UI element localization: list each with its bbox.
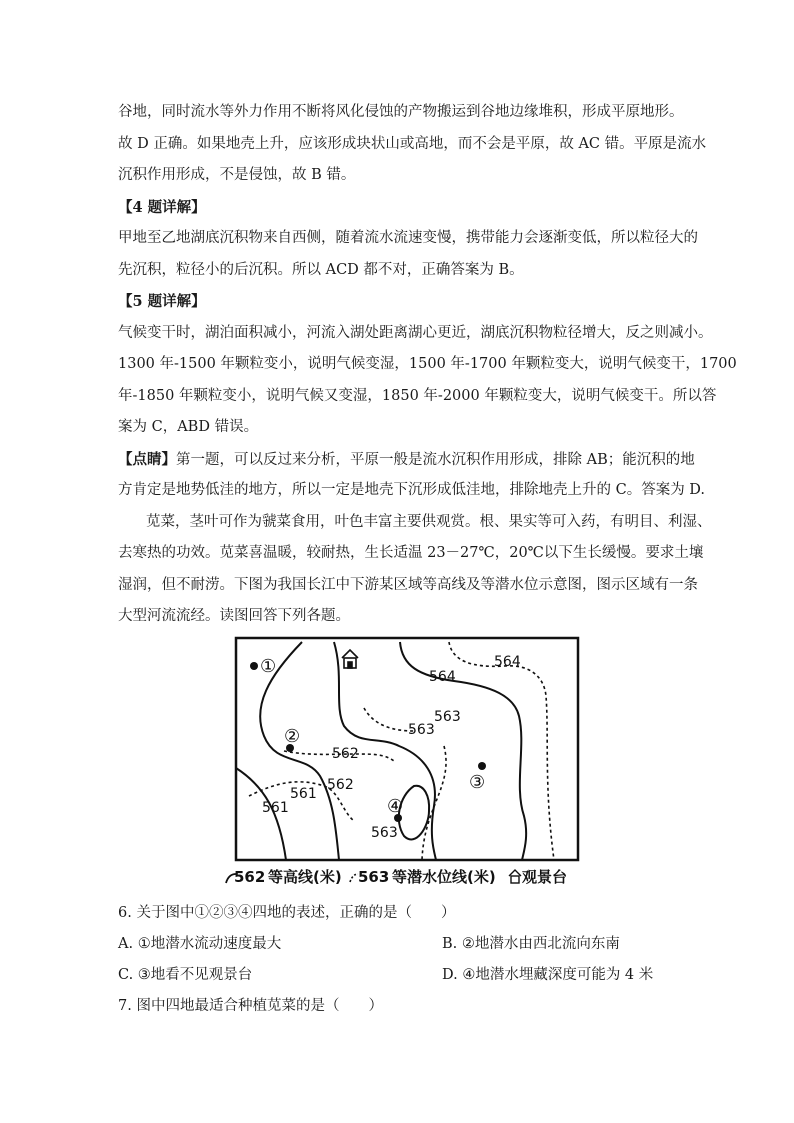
- text-line: 1300 年-1500 年颗粒变小，说明气候变湿，1500 年-1700 年颗粒变大，说明气候变干，1700: [118, 356, 737, 372]
- text-line: 湿润，但不耐涝。下图为我国长江中下游某区域等高线及等潜水位示意图，图示区域有一条: [118, 577, 698, 593]
- contour-map: [224, 636, 594, 888]
- text-line: 大型河流流经。读图回答下列各题。: [118, 608, 350, 624]
- section-heading-4: 【4 题详解】: [118, 199, 206, 216]
- contour-label: 563: [408, 722, 435, 738]
- tip-heading: 【点睛】: [118, 451, 176, 468]
- legend-contour-text: 等高线(米): [268, 868, 342, 886]
- text-line: [118, 444, 695, 477]
- contour-label: 564: [429, 669, 456, 685]
- question-6-option-c: C. ③地看不见观景台: [118, 967, 253, 983]
- tip-text: 第一题，可以反过来分析，平原一般是流水沉积作用形成，排除 AB；能沉积的地: [176, 452, 695, 468]
- text-line: 年-1850 年颗粒变小，说明气候又变湿，1850 年-2000 年颗粒变大，说明气候变干。所以答: [118, 388, 717, 404]
- question-6-option-b: B. ②地潜水由西北流向东南: [442, 936, 620, 952]
- question-6-option-d: D. ④地潜水埋藏深度可能为 4 米: [442, 967, 654, 983]
- text-line: 案为 C，ABD 错误。: [118, 419, 259, 435]
- text-line: 谷地，同时流水等外力作用不断将风化侵蚀的产物搬运到谷地边缘堆积，形成平原地形。: [118, 104, 684, 120]
- contour-label: 562: [332, 746, 359, 762]
- point-4-label: ④: [387, 796, 404, 817]
- observation-tower-icon: [342, 650, 358, 668]
- text-line: 先沉积，粒径小的后沉积。所以 ACD 都不对，正确答案为 B。: [118, 262, 524, 278]
- contour-label: 562: [327, 777, 354, 793]
- text-line: 气候变干时，湖泊面积减小，河流入湖处距离湖心更近，湖底沉积物粒径增大，反之则减小。: [118, 325, 713, 341]
- text-line: 故 D 正确。如果地壳上升，应该形成块状山或高地，而不会是平原，故 AC 错。平原是流水: [118, 136, 707, 152]
- point-3-dot: [478, 762, 486, 770]
- point-2-label: ②: [284, 726, 301, 747]
- point-3-label: ③: [469, 772, 486, 793]
- map-legend: [226, 868, 567, 886]
- text-line: 沉积作用形成，不是侵蚀，故 B 错。: [118, 167, 356, 183]
- legend-water-text: 等潜水位线(米): [392, 868, 496, 886]
- point-1-label: ①: [260, 656, 277, 677]
- point-1-dot: [250, 662, 258, 670]
- text-line: 甲地至乙地湖底沉积物来自西侧，随着流水流速变慢，携带能力会逐渐变低，所以粒径大的: [118, 230, 698, 246]
- legend-water-value: 563: [358, 868, 390, 886]
- text-line: 苋菜，茎叶可作为虢菜食用，叶色丰富主要供观赏。根、果实等可入药，有明目、利湿、: [146, 514, 712, 530]
- legend-tower-text: 观景台: [522, 868, 568, 886]
- contour-label: 561: [262, 800, 289, 816]
- contour-label: 563: [434, 709, 461, 725]
- question-7: 7. 图中四地最适合种植苋菜的是（ ）: [118, 998, 383, 1014]
- text-line: 方肯定是地势低洼的地方，所以一定是地壳下沉形成低洼地，排除地壳上升的 C。答案为 D.: [118, 482, 706, 498]
- contour-label: 564: [494, 654, 521, 670]
- question-6-option-a: A. ①地潜水流动速度最大: [118, 936, 282, 952]
- contour-label: 561: [290, 786, 317, 802]
- legend-tower-icon: [509, 870, 521, 883]
- contour-map-figure: [224, 636, 594, 888]
- text-line: 去寒热的功效。苋菜喜温暖，较耐热，生长适温 23－27℃，20℃以下生长缓慢。要求土壤: [118, 545, 704, 561]
- contour-label: 563: [371, 825, 398, 841]
- section-heading-5: 【5 题详解】: [118, 293, 206, 310]
- legend-contour-value: 562: [234, 868, 266, 886]
- question-6: 6. 关于图中①②③④四地的表述，正确的是（ ）: [118, 905, 456, 921]
